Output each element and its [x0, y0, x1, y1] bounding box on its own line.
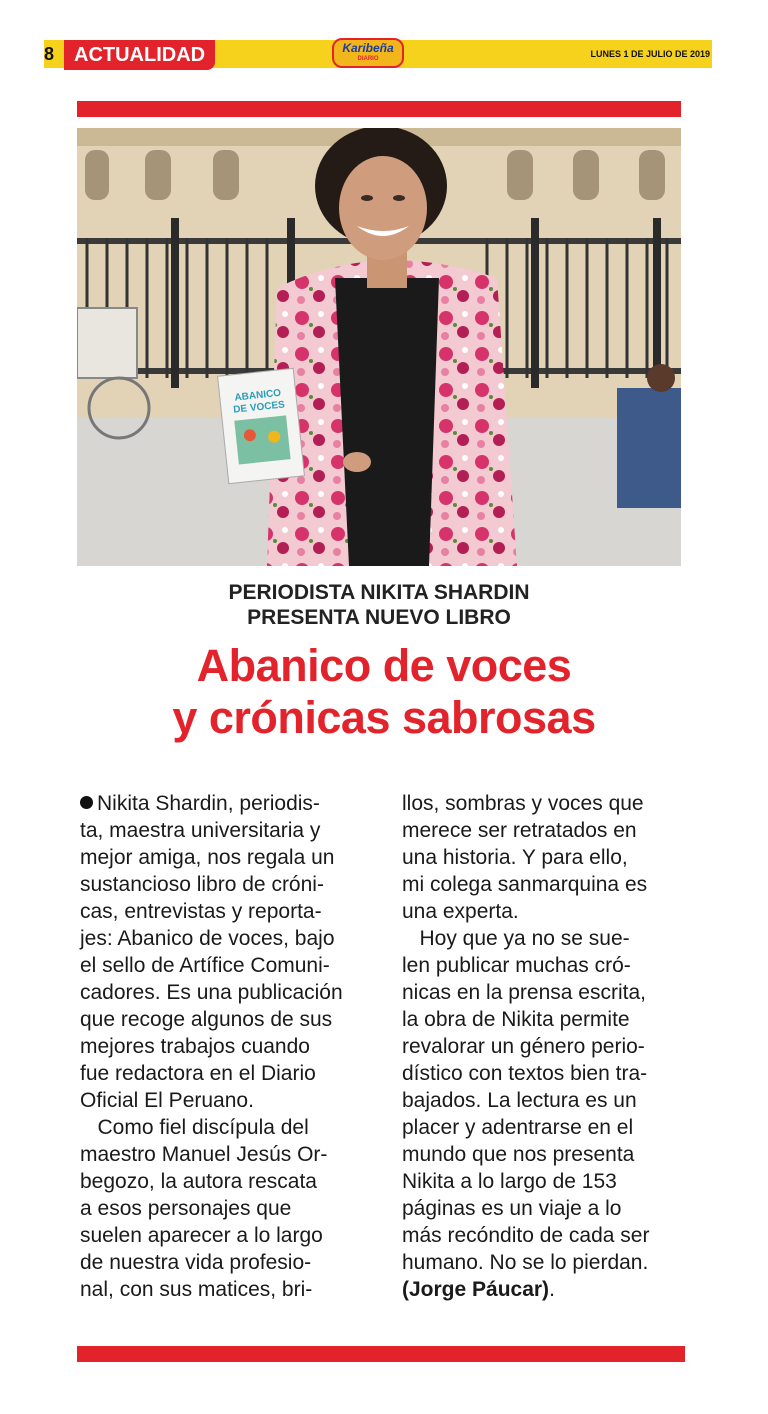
text-line: una historia. Y para ello,	[402, 846, 628, 869]
text-line: mi colega sanmarquina es	[402, 873, 648, 896]
text-line: que recoge algunos de sus	[80, 1008, 333, 1031]
article-column-1	[80, 790, 370, 1303]
text-line: revalorar un género perio-	[402, 1035, 645, 1058]
book-title-line1: ABANICO	[234, 387, 282, 404]
article-headline	[40, 640, 728, 744]
text-line: jes: Abanico de voces, bajo	[80, 927, 335, 950]
text-line: Nikita Shardin, periodis-	[80, 790, 370, 817]
text-line: suelen aparecer a lo largo	[80, 1224, 323, 1247]
text-line: el sello de Artífice Comuni-	[80, 954, 330, 977]
text-line: ta, maestra universitaria y	[80, 819, 321, 842]
text-line: llos, sombras y voces que	[402, 792, 644, 815]
text-line: maestro Manuel Jesús Or-	[80, 1143, 328, 1166]
bottom-divider	[77, 1346, 685, 1362]
text-line: nal, con sus matices, bri-	[80, 1278, 313, 1301]
logo-brand: Karibeña	[342, 41, 394, 55]
text-line: len publicar muchas cró-	[402, 954, 631, 977]
text-line: begozo, la autora rescata	[80, 1170, 317, 1193]
text-line: merece ser retratados en	[402, 819, 637, 842]
text-line: a esos personajes que	[80, 1197, 292, 1220]
byline-line: (Jorge Páucar).	[402, 1278, 555, 1301]
text-line: sustancioso libro de cróni-	[80, 873, 324, 896]
text-line: Como fiel discípula del	[80, 1116, 309, 1139]
byline: (Jorge Páucar)	[402, 1278, 550, 1301]
kicker-line: PERIODISTA NIKITA SHARDIN	[228, 581, 530, 604]
text-line: Hoy que ya no se sue-	[402, 927, 630, 950]
text-line: humano. No se lo pierdan.	[402, 1251, 649, 1274]
text-line: Oficial El Peruano.	[80, 1089, 254, 1112]
kicker-line: PRESENTA NUEVO LIBRO	[247, 606, 511, 629]
top-divider	[77, 101, 681, 117]
text-line: más recóndito de cada ser	[402, 1224, 650, 1247]
text-line: bajados. La lectura es un	[402, 1089, 637, 1112]
text-line: mejor amiga, nos regala un	[80, 846, 335, 869]
text-line: una experta.	[402, 900, 519, 923]
text-line: mejores trabajos cuando	[80, 1035, 310, 1058]
text-line: fue redactora en el Diario	[80, 1062, 316, 1085]
photo-illustration	[77, 128, 681, 566]
text-line: páginas es un viaje a lo	[402, 1197, 622, 1220]
text-line: mundo que nos presenta	[402, 1143, 635, 1166]
logo-subtitle: DIARIO	[357, 56, 379, 62]
text-line: dístico con textos bien tra-	[402, 1062, 648, 1085]
bullet-icon	[80, 796, 93, 809]
headline-line: Abanico de voces	[196, 640, 572, 691]
text-line: cas, entrevistas y reporta-	[80, 900, 322, 923]
book-title-line2: DE VOCES	[232, 399, 286, 416]
headline-line: y crónicas sabrosas	[172, 692, 596, 743]
page-number: 8	[44, 44, 55, 64]
text-line: Nikita a lo largo de 153	[402, 1170, 617, 1193]
text-line: cadores. Es una publicación	[80, 981, 343, 1004]
newspaper-logo	[332, 38, 404, 68]
article-kicker	[77, 580, 681, 630]
text-line: la obra de Nikita permite	[402, 1008, 630, 1031]
publication-date: LUNES 1 DE JULIO DE 2019	[590, 49, 710, 59]
section-label: ACTUALIDAD	[64, 40, 215, 70]
text-line: nicas en la prensa escrita,	[402, 981, 646, 1004]
text-line: placer y adentrarse en el	[402, 1116, 634, 1139]
article-photo	[77, 128, 681, 566]
article-column-2	[402, 790, 692, 1303]
text-line: de nuestra vida profesio-	[80, 1251, 312, 1274]
